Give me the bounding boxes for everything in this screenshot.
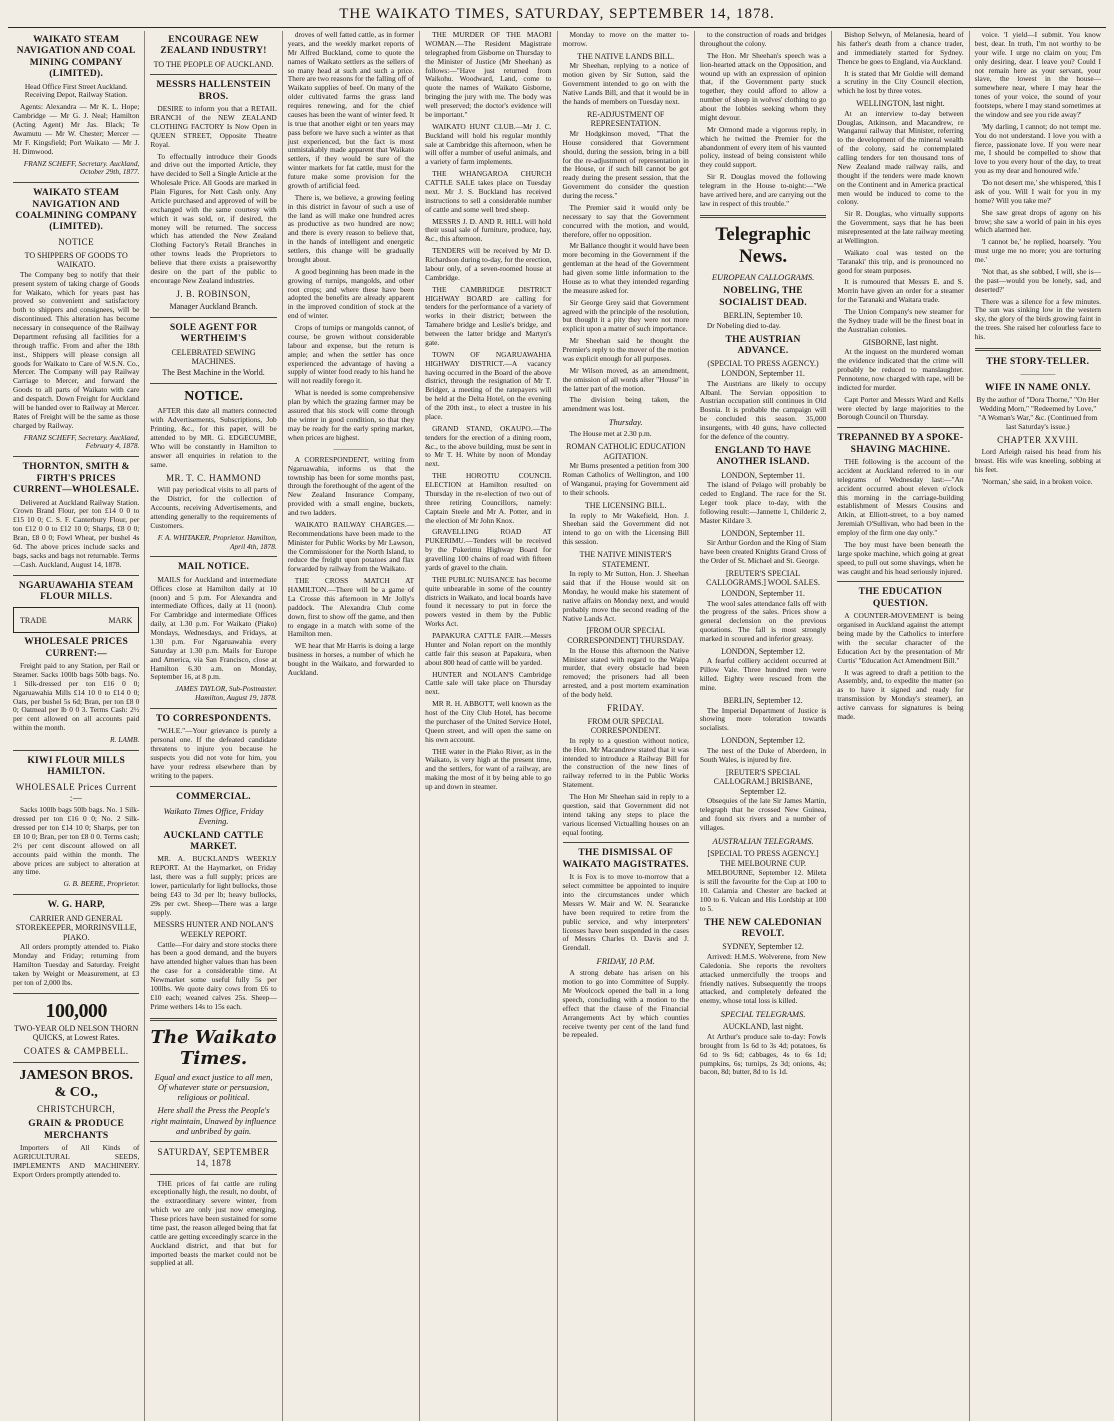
- section-subheading: SPECIAL TELEGRAMS.: [720, 1009, 806, 1020]
- telegraphic-news-heading: Telegraphic News.: [715, 223, 811, 268]
- news-item: MESSRS J. D. AND R. HILL will hold their usual sale of furniture, produce, hay, &c., this afternoon.: [425, 216, 552, 244]
- divider: [150, 786, 276, 787]
- prices-text: Sacks 100lb bags 50lb bags. No. 1 Silk-dressed per ton £16 0 0; No. 2 Silk-dressed per ton £14 10 0; Sharps, per ton £8 10 0; Bran, per ton £8 0 0. Terms cash; 2½ per cent discount allowed on all accounts paid within the month. The above prices are subject to alteration at any time.: [13, 805, 140, 877]
- news-item: THE WHANGAROA CHURCH CATTLE SALE takes place on Tuesday next. Mr J. S. Buckland has received instructions to sell a considerable number of cattle and some well bred sheep.: [425, 169, 552, 214]
- column-4: [420, 31, 557, 1421]
- mark-label: MARK: [108, 615, 133, 625]
- divider: [13, 750, 139, 751]
- article-text: A COUNTER-MOVEMENT is being organised in Auckland against the attempt being made by the Catholics to interfere with the secular character of the Education Act by the presentation of Mr Curtis' "Education Act Amendment Bill.": [837, 611, 964, 665]
- divider: [13, 182, 139, 183]
- paper-nameplate: The Waikato Times.: [150, 1026, 277, 1070]
- cable-text: At Arthur's produce sale to-day: Fowls brought from 1s 6d to 3s 4d; potatoes, 6s 6d to 9s 6d; cabbages, 4s to 6s 1d; pumpkins, 6s; turnips, 2s 3d; onions, 4s; bacon, 8d; butter, 8d to 1s 1d.: [699, 1031, 827, 1077]
- cable-heading: THE NEW CALEDONIAN REVOLT.: [704, 917, 822, 939]
- ad-signature: R. LAMB.: [110, 735, 140, 745]
- story-text: 'Not that, as she sobbed, I will, she is—the past—would you be lonely, sad, and deserted?': [974, 266, 1101, 294]
- ad-heading-ngaruawahia: NGARUAWAHIA STEAM FLOUR MILLS.: [18, 580, 134, 602]
- editorial-text: What is needed is some comprehensive plan by which the grazing farmer may be assured that his stock will come through the winter in good condition, so that they may be ready for the early spring market, when prices are highest.: [287, 388, 415, 442]
- trade-mark-logo: [13, 607, 139, 633]
- news-item: THE water in the Piako River, as in the Waikato, is very high at the present time, and the settlers, for want of a railway, are making the most of it by being able to go up and down in steamer.: [425, 746, 552, 791]
- cattle-market-heading: AUCKLAND CATTLE MARKET.: [163, 830, 264, 852]
- news-item: MR R. H. ABBOTT, well known as the host of the City Club Hotel, has become the purchaser of the United Service Hotel, Queen street, and will open the same on his own account.: [425, 699, 552, 744]
- news-item: THE PUBLIC NUISANCE has become quite unbearable in some of the country districts in Waikato, and local boards have found it necessary to put in force the powers vested in them by the Public Works Act.: [425, 574, 552, 629]
- dateline: BERLIN, September 10.: [723, 311, 803, 321]
- divider: [837, 427, 963, 428]
- editorial-text: There is, we believe, a growing feeling in this district in favour of such a use of the land as will make one hundred acres as productive as two hundred are now; and there is every reason to believe that, in the hands of intelligent and energetic settlers, this change will be gradually brought about.: [287, 192, 415, 264]
- news-item: A strong debate has arisen on his motion to go into Committee of Supply. Mr Woolcock opened the ball in a long speech, concluding with a motion to the effect that the clause of the Financial Arrangements Act by which counties receive twenty per cent of the land fund be repealed.: [562, 968, 689, 1040]
- article-heading: THE DISMISSAL OF WAIKATO MAGISTRATES.: [562, 848, 689, 870]
- subheading: FROM OUR SPECIAL CORRESPONDENT.: [587, 716, 664, 736]
- paper-motto: Here shall the Press the People's right maintain, Unawed by influence and unbribed by gain.: [151, 1105, 276, 1136]
- news-item: Mr Ballance thought it would have been more becoming in the Government if the gentleman at the head of the Government had given some little information to the House as to what they intended regarding the measure asked for.: [562, 241, 689, 295]
- ad-text: DESIRE to inform you that a RETAIL BRANCH of the NEW ZEALAND CLOTHING FACTORY Is Now Open in QUEEN STREET, Opposite Theatre Royal.: [150, 104, 277, 149]
- news-item: Mr Burns presented a petition from 300 Roman Catholics of Wellington, and 100 of Wanganui, praying for Government aid to their schools.: [562, 461, 689, 498]
- ad-heading-wsn: WAIKATO STEAM NAVIGATION AND COAL MINING COMPANY (LIMITED).: [16, 35, 136, 80]
- cable-text: Sir R. Douglas, who virtually supports the Government, says that he has been misrepresented at the late railway meeting at Wellington.: [837, 209, 964, 245]
- news-item: Mr Ormond made a vigorous reply, in which he twitted the Premier for the abandonment of every item of his vaunted policy, instead of being consistent while they could support.: [699, 124, 827, 170]
- cable-text: The nest of the Duke of Aberdeen, in South Wales, is injured by fire.: [699, 745, 827, 764]
- cable-heading: NOBELING, THE SOCIALIST DEAD.: [719, 286, 807, 308]
- subheading: FRIDAY.: [607, 702, 645, 713]
- article-heading: THE EDUCATION QUESTION.: [858, 587, 943, 609]
- story-text: 'Norman,' she said, in a broken voice.: [981, 476, 1093, 486]
- notice-subheading: TO SHIPPERS OF GOODS TO WAIKATO.: [24, 250, 128, 270]
- column-3: [283, 31, 420, 1421]
- divider: [150, 1174, 276, 1175]
- prices-heading: WHOLESALE Prices Current :—: [15, 781, 137, 803]
- subheading: FRIDAY, 10 P.M.: [596, 956, 655, 967]
- dateline: LONDON, September 11.: [721, 470, 805, 480]
- cable-text: Arrived: H.M.S. Wolverene, from New Caledonia. She reports the revolters attacked unmercifully the troops and friendly natives. Subsequently the troops attacked, and completely defeated the enemy, whose total loss is killed.: [699, 951, 827, 1006]
- ad-text: Importers of All Kinds of AGRICULTURAL SEEDS, IMPLEMENTS AND MACHINERY. Export Orders promptly attended to.: [13, 1142, 140, 1179]
- news-item: TOWN OF NGARUAWAHIA HIGHWAY DISTRICT.—A vacancy having occurred in the Board of the above district, through the resignation of Mr T. Bridger, a meeting of the ratepayers will be held at the Delta Hotel, on the evening of the 20th inst., to elect a trustee in his place.: [425, 349, 552, 421]
- cable-text: A fearful colliery accident occurred at Pillow Vale. Three hundred men were killed. Eighty were rescued from the mine.: [699, 656, 827, 693]
- cable-text: It is stated that Mr Goldie will demand a scrutiny in the City Council election, which he lost by three votes.: [837, 68, 964, 96]
- ad-text: All orders promptly attended to. Piako Monday and Friday; returning from Hamilton Tuesday and Saturday. Freight taken by Weight or Measurement, at £3 per ton of 2,000 lbs.: [13, 942, 140, 987]
- quicks-number: 100,000: [45, 999, 107, 1022]
- divider: [150, 74, 276, 75]
- story-text: She saw great drops of agony on his brow; she saw a world of pain in his eyes which alarmed her.: [974, 207, 1101, 235]
- article-text: The boy must have been beneath the large spoke machine, which going at great speed, to pull out some shavings, when he was caught and his head seriously injured.: [837, 539, 964, 576]
- divider: [150, 1141, 276, 1142]
- mail-notice-heading: MAIL NOTICE.: [177, 562, 250, 573]
- cable-text: Waikato coal was tested on the 'Taranaki' this trip, and is pronounced no good for steam purposes.: [837, 247, 964, 275]
- cable-text: Capt Porter and Messrs Ward and Kells were elected by large majorities to the Borough Council on Thursday.: [837, 394, 964, 422]
- divider: [150, 383, 276, 384]
- ad-signature: FRANZ SCHEFF, Secretary. Auckland, February 4, 1878.: [23, 432, 140, 451]
- ad-heading-wsn-2: WAIKATO STEAM NAVIGATION AND COALMINING COMPANY (LIMITED).: [15, 188, 137, 233]
- cable-text: Dr Nobeling died to-day.: [706, 320, 781, 330]
- columns: [8, 31, 1106, 1421]
- divider: [150, 708, 276, 709]
- column-7: [832, 31, 969, 1421]
- news-item: The Hon. Mr Sheehan's speech was a lion-hearted attack on the Opposition, and wound up with an expression of opinion that, if the Government party stuck together, they could afford to allow a number of sheep in wolves' clothing to go about the lobbies seeking whom they might devour.: [699, 50, 827, 122]
- notice-text: Will pay periodical visits to all parts of the District, for the collection of Accounts, receiving Advertisements, and attending generally to the requirements of Customers.: [150, 485, 277, 530]
- divider: [700, 215, 826, 218]
- subheading: THE NATIVE MINISTER'S STATEMENT.: [579, 550, 672, 569]
- cable-text: MELBOURNE, September 12. Mileta is still the favourite for the Cup at 100 to 10. Calamia and Chester are backed at 100 to 6. Vulcan and His Lordship at 100 to 5.: [699, 868, 827, 913]
- notice-heading: NOTICE.: [184, 388, 243, 404]
- ad-subheading: CELEBRATED SEWING MACHINES.: [171, 347, 256, 367]
- ad-text: Agents: Alexandra — Mr K. L. Hope; Cambridge — Mr G. J. Neal; Hamilton (Acting Agent) Mr Jas. Black; Te Awamutu — Mr W. Chester; Mercer — Mr F. Kingsfield; Port Waikato — Mr J. H. Dimwood.: [13, 102, 140, 156]
- news-item: Mr Hodgkinson moved, "That the House considered that Government should, during the session, bring in a bill for the re-adjustment of representation in the House, or if such bill cannot be got ready during the present session, that the Government do consider the question during the recess.": [562, 128, 689, 201]
- news-item: PAPAKURA CATTLE FAIR.—Messrs Hunter and Nolan report on the monthly cattle fair this season at Papakura, when about 800 head of cattle will be yarded.: [425, 631, 552, 667]
- ad-heading-jameson: JAMESON BROS. & CO.,: [19, 1067, 133, 1100]
- ad-text: To effectually introduce their Goods and drive out the imported Article, they have decided to Sell a Single Article at the Wholesale Price. All Goods are marked in Plain Figures, for Nett Cash only. Any Article purchased and approved of will be exchanged with the same courtesy with which it was sold, or, if desired, the money will be returned. The success which has attended the New Zealand Clothing Factory's Retail Branches in other towns leads the Proprietors to believe that there exists a praiseworthy desire on the part of the public to encourage New Zealand industries.: [150, 151, 277, 285]
- cable-heading: ENGLAND TO HAVE ANOTHER ISLAND.: [714, 445, 812, 468]
- dateline: SYDNEY, September 12.: [722, 942, 804, 952]
- news-item: GRAND STAND, OKAUPO.—The tenders for the erection of a dining room, &c., to the above building, must be sent in to Mr T. H. White by noon of Monday next.: [425, 423, 552, 469]
- news-item: WAIKATO RAILWAY CHARGES.—Recommendations have been made to the Minister for Public Works by Mr Lawson, the Commissioner for the North Island, to reduce the freight upon potatoes and flax forwarded by railway from the Waikato.: [287, 519, 415, 574]
- ad-signature: G. B. BEERE, Proprietor.: [63, 879, 140, 889]
- dateline: GISBORNE, last night.: [862, 337, 939, 347]
- news-item: Mr Sheehan, replying to a notice of motion given by Sir Sutton, said the Government intended to go on with the Native Lands Bill, and that it would be in the hands of members on Tuesday next.: [562, 61, 689, 106]
- section-subheading: EUROPEAN CALLOGRAMS.: [711, 272, 815, 283]
- news-item: Sir George Grey said that Government agreed with the principle of the resolution, but thought it a pity they were not more explicit upon a matter of such importance.: [562, 297, 689, 334]
- dateline: LONDON, September 11.: [721, 588, 805, 598]
- dateline: LONDON, September 12.: [721, 736, 806, 746]
- ad-heading-industry: ENCOURAGE NEW ZEALAND INDUSTRY!: [160, 35, 267, 57]
- ad-subheading: The Best Machine in the World.: [162, 368, 265, 378]
- cable-heading: [REUTER'S SPECIAL CALLOGRAM.] BRISBANE, September 12.: [713, 767, 813, 796]
- column-2: [145, 31, 282, 1421]
- cable-text: At an interview to-day between Douglas, Atkinson, and Macandrew, re Wanganui railway that Minister, referring to the development of the mineral wealth of the colony, said he contemplated calling tenders for ten thousand tons of New Zealand made railway rails, and thought if the tenders were made known on the Continent and in America practical men would be induced to come to the colony.: [837, 108, 964, 207]
- masthead: THE WAIKATO TIMES, SATURDAY, SEPTEMBER 14, 1878.: [8, 6, 1106, 28]
- divider: [13, 575, 139, 576]
- news-item: The division being taken, the amendment was lost.: [562, 395, 689, 414]
- subheading: THE LICENSING BILL.: [584, 500, 667, 510]
- quicks-text: TWO-YEAR OLD NELSON THORN QUICKS, at Lowest Rates.: [14, 1023, 139, 1043]
- cable-text: Bishop Selwyn, of Melanesia, heard of his father's death from a chance trader, and immediately started for Sydney. Thence he goes to England, via Auckland.: [837, 31, 964, 66]
- story-text: There was a silence for a few minutes. The sun was sinking low in the western sky, the glory of the birds growing faint in the trees. She raised her colourless face to his.: [974, 296, 1101, 341]
- correspondents-heading: TO CORRESPONDENTS.: [156, 714, 272, 725]
- article-heading: TREPANNED BY A SPOKE-SHAVING MACHINE.: [837, 433, 964, 455]
- cattle-market-text: MR. A. BUCKLAND'S WEEKLY REPORT. At the Haymarket, on Friday last, there was a full supply; prices are lower, particularly for light bullocks, those being £43 to 3d per lb; heavy bullocks, 29s per cwt. Sheep—There was a large supply.: [150, 854, 277, 917]
- ad-signature: F. A. WHITAKER, Proprietor. Hamilton, April 4th, 1878.: [157, 532, 277, 551]
- divider: [837, 581, 963, 582]
- story-text: Lord Arleigh raised his head from his breast. His wife was kneeling, sobbing at his feet.: [974, 447, 1101, 475]
- commercial-heading: COMMERCIAL.: [176, 791, 251, 802]
- subheading: RE-ADJUSTMENT OF REPRESENTATION.: [586, 109, 665, 129]
- news-item: HUNTER and NOLAN'S Cambridge Cattle sale will take place on Thursday next.: [425, 669, 552, 697]
- cable-heading: [REUTER'S SPECIAL CALLOGRAMS.] WOOL SALES.: [706, 568, 820, 588]
- editorial-text: A good beginning has been made in the growing of turnips, mangolds, and other root crops; and where these have been adopted the benefits are already apparent in the improved condition of stock at the end of winter.: [287, 266, 415, 321]
- news-item: WAIKATO HUNT CLUB.—Mr J. C. Buckland will hold his regular monthly sale at Cambridge this afternoon, when he will offer a number of useful animals, and a variety of farm implements.: [425, 121, 552, 167]
- notice-text: AFTER this date all matters connected with Advertisements, Subscriptions, Job Printing, &c., for this paper, will be attended to by MR. G. EDGECUMBE, Who will be constantly in Hamilton to answer all enquiries in relation to the same.: [150, 406, 277, 469]
- news-item: A CORRESPONDENT, writing from Ngaruawahia, informs us that the township has been for some months past, through the forethought of the agent of the New Zealand Insurance Company, provided with a small engine, buckets, and two ladders.: [287, 454, 415, 518]
- subheading: Thursday.: [608, 417, 643, 428]
- cable-text: Obsequies of the late Sir James Martin, telegraph that he crossed New Guinea, and found six rivers and a number of villages.: [699, 796, 827, 832]
- news-item: In the House this afternoon the Native Minister stated with regard to the Waipa murder, that every obstacle had been removed; the prisoners had all been arrested, and a post mortem examination of the body held.: [562, 645, 689, 699]
- divider: [13, 993, 139, 994]
- column-5: [558, 31, 695, 1421]
- dateline: BERLIN, September 12.: [723, 695, 803, 705]
- ad-heading-thornton: THORNTON, SMITH & FIRTH'S PRICES CURRENT—WHOLESALE.: [13, 462, 140, 496]
- section-subheading: AUSTRALIAN TELEGRAMS.: [712, 835, 814, 846]
- divider: [150, 556, 276, 557]
- paper-motto: Equal and exact justice to all men, Of whatever state or persuasion, religious or political.: [154, 1071, 273, 1103]
- dateline: LONDON, September 11.: [721, 528, 805, 538]
- ad-signature: JAMES TAYLOR, Sub-Postmaster. Hamilton, August 19, 1878.: [175, 684, 277, 703]
- ad-heading-hallenstein: MESSRS HALLENSTEIN BROS.: [156, 80, 271, 102]
- ad-subheading: CHRISTCHURCH,: [37, 1104, 116, 1115]
- trade-label: TRADE: [20, 615, 47, 625]
- news-item: The Premier said it would only be necessary to say that the Government concurred with the motion, and would, therefore, offer no opposition.: [562, 202, 689, 239]
- ad-signature: COATES & CAMPBELL.: [23, 1045, 129, 1056]
- story-title: WIFE IN NAME ONLY.: [985, 382, 1091, 393]
- divider: [563, 842, 689, 843]
- dateline: WELLINGTON, last night.: [856, 99, 945, 109]
- notice-name: MR. T. C. HAMMOND: [165, 472, 262, 483]
- story-text: 'My darling, I cannot; do not tempt me. You do not understand. I love you with a fierce, passionate love. If you were near me, I should be compelled to show that love to you every hour of the day, to treat you as my dear and honoured wife.': [974, 121, 1101, 176]
- notice-text: The Company beg to notify that their present system of taking charge of Goods for Waikato, which for years past has proved so convenient and satisfactory both to shippers and consignees, will be discontinued. This alteration has become necessary in consequence of the Railway Department refusing all facilities for a through traffic. From and after the 18th inst., Shippers will please consign all goods for Waikato to Care of W.S.N. Co., Mercer. The Company will pay Railway Carriage to Mercer, and forward the Goods to all parts of Waikato with care and despatch. Down Freight for Auckland will be handed over to Railway at Mercer. Rates of Freight will be the same as those charged by Railway.: [13, 269, 140, 430]
- cable-text: It is rumoured that Messrs E. and S. Morrin have given an order for a steamer for the Taranaki and Waitara trade.: [837, 277, 964, 305]
- news-item: Mr Wilson moved, as an amendment, the omission of all words after "House" in the latter part of the motion.: [562, 365, 689, 393]
- dateline: LONDON, September 12.: [721, 646, 806, 656]
- subheading: THE NATIVE LANDS BILL.: [577, 51, 675, 61]
- chapter-heading: CHAPTER XXVIII.: [997, 434, 1079, 445]
- editorial-text: droves of well fatted cattle, as in former years, and the weekly market reports of Mr Alfred Buckland, come to quote the names of Waikato settlers as the sellers of so many head at such and such a price. There are two reasons for the falling off of Waikato supplies of beef. On many of the older cultivated farms the grass land requires renewing, and for the chief causes has been the want of winter feed. It is true that another eight or ten years may pass before we have such a winter as that just experienced, but the fact is most unmistakably made apparent that Waikato settlers, if they would be sure of the winter markets for fat cattle, must for the future make some provision for the growth of artificial feed.: [287, 31, 415, 190]
- divider: [150, 317, 276, 318]
- editorial-text: Crops of turnips or mangolds cannot, of course, be grown without considerable labour and expense, but the return is ample; and when the settler has once experienced the advantage of having a supply of winter food ready to his hand he will not readily forego it.: [287, 323, 415, 386]
- cable-heading: THE AUSTRIAN ADVANCE.: [725, 334, 801, 357]
- divider: —————: [333, 445, 369, 454]
- article-text: It was agreed to draft a petition to the Assembly, and, to expedite the matter (so as to have it signed and ready for transmission by Monday's steamer), an active canvass for signatures is being made.: [837, 667, 964, 721]
- column-1: [8, 31, 145, 1421]
- news-item: WE hear that Mr Harris is doing a large business in horses, a number of which he bought in the Waikato, and forwarded to Auckland.: [287, 641, 415, 677]
- dateline: (SPECIAL TO PRESS AGENCY.) LONDON, September 11.: [707, 359, 819, 379]
- news-item: Monday to move on the matter to-morrow.: [562, 31, 689, 48]
- correspondents-text: "W.H.E."—Your grievance is purely a personal one. If the defeated candidate threatens to injure you because he suspects you did not vote for him, you have your redress elsewhere than by writing to the papers.: [150, 726, 277, 780]
- cable-text: At the inquest on the murdered woman the evidence indicated that the crime will probably be reduced to manslaughter. Pennotene, now charged with rape, will be indicted for murder.: [837, 347, 964, 392]
- news-item: TENDERS will be received by Mr D. Richardson during to-day, for the erection, labour only, of a seven-roomed house at Cambridge.: [425, 246, 552, 282]
- article-text: THE following is the account of the accident at Auckland referred to in our telegrams of Wednesday last:—"An accident occurred about eleven o'clock this morning in the carriage-building establishment of Messrs Cousins and Atkin, at Elliott-street, to a boy named Jeremiah O'Sullivan, who had been in the employ of the firm one day only.": [837, 457, 964, 538]
- cable-text: The wool sales attendance falls off with the progress of the sales. Prices show a general declension on the previous quotations. The fall is most strongly marked in scoured and inferior greasy.: [699, 598, 827, 643]
- ad-signature: FRANZ SCHEFF, Secretary. Auckland, October 29th, 1877.: [23, 158, 140, 177]
- ad-subheading: TO THE PEOPLE OF AUCKLAND.: [153, 59, 274, 69]
- news-item: THE HOROTIU COUNCIL ELECTION at Hamilton resulted on Thursday in the re-election of two out of three retiring Councillors, namely: Captain Steele and Mr A. Potter, and in the election of Mr John Knox.: [425, 471, 552, 525]
- subheading: ROMAN CATHOLIC EDUCATION AGITATION.: [566, 442, 686, 461]
- prices-text: Freight paid to any Station, per Rail or Steamer. Sacks 100lb bags 50lb bags. No. 1 Silk-dressed per ton £16 0 0; Ngaruawahia Mills £14 10 0 to £14 0 0; Oats, per bushel 5s 6d; Bran, per ton £8 0 0; Oatmeal per lb 0 0 3. Terms Cash: 2½ per cent allowed on all accounts paid within the month.: [13, 661, 140, 733]
- news-item: In reply to a question without notice, the Hon. Mr Macandrew stated that it was intended to introduce a Railway Bill for the construction of the new lines of railway referred to in the Public Works Statement.: [562, 735, 689, 790]
- divider: [975, 348, 1101, 351]
- prices-heading: WHOLESALE PRICES CURRENT:—: [24, 637, 129, 659]
- ad-signature: J. B. ROBINSON,: [176, 288, 251, 299]
- report-heading: MESSRS HUNTER AND NOLAN'S WEEKLY REPORT.: [153, 920, 274, 939]
- cable-text: The island of Pelago will probably be ceded to England. The race for the St. Leger took place to-day, with the following result:—Jannette 1, Childeric 2, Master Kildare 3.: [699, 480, 827, 525]
- commercial-dateline: Waikato Times Office, Friday Evening.: [163, 806, 264, 827]
- story-text: voice. 'I yield—I submit. You know best, dear. In truth, I'm not worthy to be your wife. I urge no claim on you; I'm only desiring, dear. I leave you? Could I not remain here as your servant, your slave, the lowest in the house—somewhere near, where I may hear the tones of your voice, the sound of your footsteps, where I may stand sometimes at the window and see you ride away?': [974, 31, 1101, 119]
- notice-heading: NOTICE: [58, 236, 95, 247]
- news-item: The Hon Mr Sheehan said in reply to a question, said that Government did not intend taking any steps to place the various licensed Victualling houses on an equal footing.: [562, 792, 689, 837]
- editorial-date: SATURDAY, SEPTEMBER 14, 1878: [157, 1146, 270, 1168]
- news-item: It is Fox is to move to-morrow that a select committee be appointed to inquire into the circumstances under which Messrs W. Mair and W. N. Searancke have been required to retire from the public service, and why interpreters' licenses have been suspended in the cases of Messrs Charles O. Davis and J. Grendall.: [562, 872, 689, 953]
- ad-subheading: Manager Auckland Branch.: [169, 302, 258, 312]
- ad-heading-harp: W. G. HARP,: [47, 900, 105, 911]
- column-8: [970, 31, 1106, 1421]
- news-item: Mr Sheehan said he thought the Premier's reply to the mover of the motion was explicit enough for all purposes.: [562, 336, 689, 363]
- story-section-heading: THE STORY-TELLER.: [986, 356, 1090, 367]
- news-item: In reply to Mr Sutton, Hon. J. Sheehan said that if the House would sit on Monday, he would make his statement of native affairs on Monday next, and would probably move the second reading of the Native Lands Act.: [562, 569, 689, 623]
- ad-subheading: CARRIER AND GENERAL STOREKEEPER, MORRINSVILLE, PIAKO.: [15, 913, 137, 942]
- news-item: THE CAMBRIDGE DISTRICT HIGHWAY BOARD are calling for tenders for the performance of a variety of works in their district; between the Tamahere bridge and Leslie's bridge, and between the latter bridge and Martyn's gate.: [425, 284, 552, 347]
- cable-text: The Austrians are likely to occupy Albanl. The Servian opposition to Austrian occupation still continues in Old Bosnia. It is probable the campaign will be concluded this season. 35,000 insurgents, with 40 guns, have collected for the defence of the country.: [699, 378, 827, 441]
- ad-subheading: GRAIN & PRODUCE MERCHANTS: [28, 1119, 125, 1141]
- divider: [13, 1062, 139, 1063]
- divider: [13, 894, 139, 895]
- ad-heading-wertheim: SOLE AGENT FOR WERTHEIM'S: [169, 323, 258, 345]
- cable-text: Sir Arthur Gordon and the King of Siam have been created Knights Grand Cross of the Order of St. Michael and St. George.: [699, 538, 827, 565]
- news-item: In reply to Mr Wakefield, Hon. J. Sheehan said the Government did not intend to go on with the Licensing Bill this session.: [562, 510, 689, 547]
- cable-text: The Union Company's new steamer for the Sydney trade will be the finest boat in the Australian colonies.: [837, 307, 964, 334]
- column-6: [695, 31, 832, 1421]
- cable-heading: [SPECIAL TO PRESS AGENCY.] THE MELBOURNE CUP.: [707, 849, 819, 868]
- news-item: THE CROSS MATCH AT HAMILTON.—There will be a game of La Crosse this afternoon in Mr Jolly's paddock. The Alexandra Club come down, first to show off the game, and then to engage in a match with some of the Hamilton men.: [287, 576, 415, 639]
- divider: [13, 456, 139, 457]
- subheading: [FROM OUR SPECIAL CORRESPONDENT] THURSDAY.: [567, 626, 685, 646]
- news-item: to the construction of roads and bridges throughout the colony.: [699, 31, 827, 48]
- news-item: THE MURDER OF THE MAORI WOMAN.—The Resident Magistrate telegraphed from Gisborne on Thursday to the Minister of Justice (Mr Sheehan) as follows:—"Have just returned from Waikohu. Woodward, Land, come to quote the names of Waikato Gisborne, bringing the jury with me. The body was well preserved; the doctor's evidence will be important.": [425, 31, 552, 119]
- news-item: GRAVELLING ROAD AT PUKERIMU.—Tenders will be received by the Pukerimu Highway Board for gravelling 100 chains of road with fifteen yards of gravel to the chain.: [425, 527, 552, 572]
- ad-text: Head Office First Street Auckland. Receiving Depot, Railway Station.: [24, 81, 128, 100]
- mail-notice-text: MAILS for Auckland and intermediate Offices close at Hamilton daily at 10 (noon) and 5 p.m. For Alexandra and intermediate Offices, daily at 11 (noon). For Cambridge and intermediate Offices daily, at 1.30 p.m. For Waikato (Piako) Mondays, Wednesdays, and Fridays, at 1.30 p.m. For Ngaruawahia every Saturday at 1.30 p.m. Mails for Europe and America, via San Francisco, close at Hamilton 6.30 a.m. on Monday, September 16, at 8 p.m.: [150, 574, 277, 682]
- divider: [150, 1018, 276, 1021]
- news-item: Sir R. Douglas moved the following telegram in the House to-night:—"We have arrived here, and are carrying out the law in respect of this trouble.": [699, 172, 827, 208]
- prices-text: Delivered at Auckland Railway Station. Crown Brand Flour, per ton £14 0 0 to £15 10 0; C. S. F. Canterbury Flour, per ton £12 0 0 to £12 10 0; Sharps, £8 0 0; Bran, £8 0 0; Fowl Wheat, per bushel 4s 6d. The above prices include sacks and bags, sacks and bags not returnable. Terms—Cash. Auckland, August 14, 1878.: [13, 497, 140, 569]
- story-text: 'Do not desert me,' she whispered, 'this I ask of you. Will I wait for you in my home? Will you take me?': [974, 178, 1101, 205]
- story-byline: By the author of "Dora Thorne," "On Her Wedding Morn," "Redeemed by Love," "A Woman's War," &c. (Continued from last Saturday's issue.): [976, 395, 1100, 431]
- ad-heading-kiwi: KIWI FLOUR MILLS HAMILTON.: [27, 755, 126, 778]
- dateline: AUCKLAND, last night.: [722, 1022, 804, 1032]
- editorial-text: THE prices of fat cattle are ruling exceptionally high, the result, no doubt, of the extraordinary severe winter, from which we are only just now emerging. These prices have been sustained for some time past, the reason alleged being that fat cattle are getting exceedingly scarce in the Auckland district, and that but for imported beasts the market could not be supplied at all.: [150, 1178, 277, 1268]
- report-text: Cattle—For dairy and store stocks there has been a good demand, and the buyers have attended higher values than has been the case for a considerable time. At Newmarket some useful fully 5s per 100lbs. We quote dairy cows from £6 to £10 each; weaned calves 25s. Sheep—Prime wethers 14s to 15s each.: [150, 939, 277, 1011]
- news-item: The House met at 2.30 p.m.: [569, 429, 652, 439]
- story-text: 'I cannot be,' he replied, hoarsely. 'You must urge me no more; you are torturing me.': [974, 237, 1101, 264]
- divider: —————: [1020, 370, 1056, 379]
- cable-text: The Imperial Department of Justice is showing more toleration towards socialists.: [699, 705, 827, 733]
